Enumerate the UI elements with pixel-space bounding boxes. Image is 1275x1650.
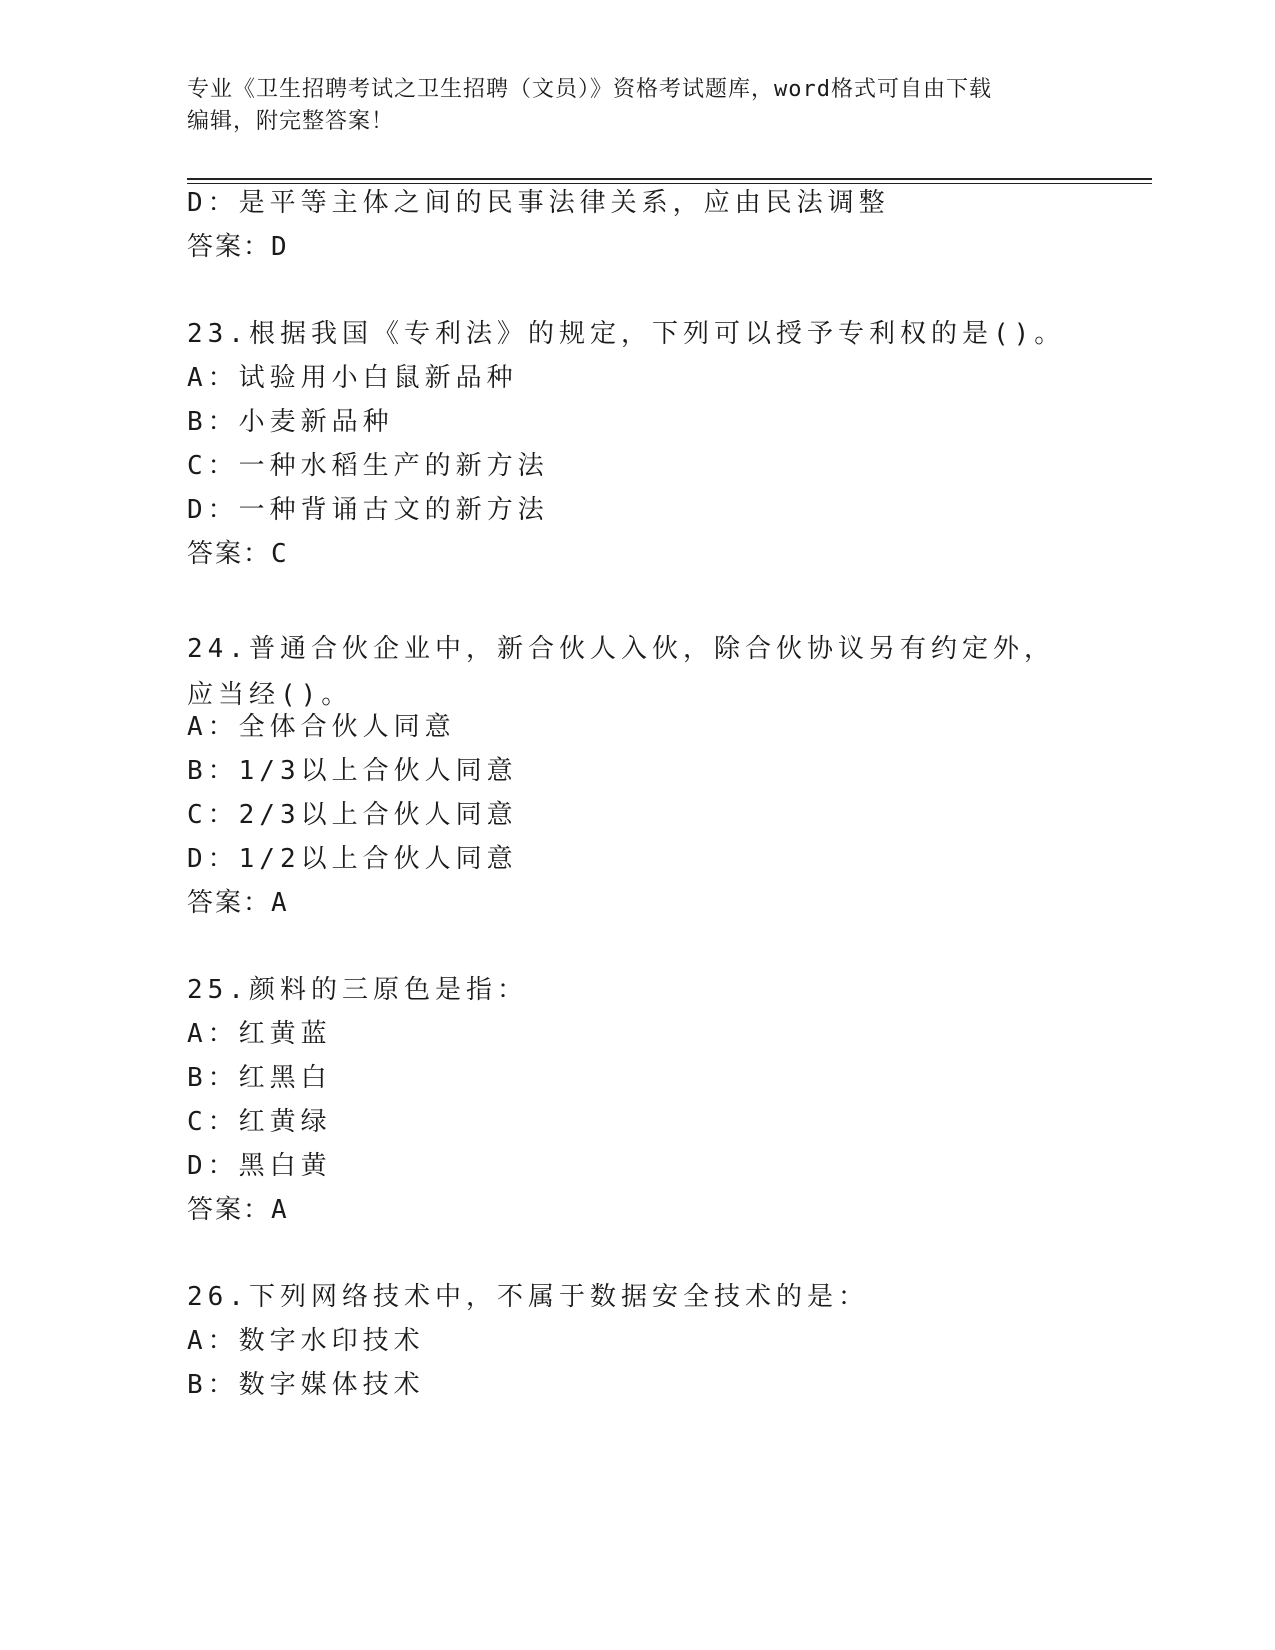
q25-option-d: D：黑白黄	[187, 1151, 332, 1181]
q26-option-a: A：数字水印技术	[187, 1326, 425, 1356]
q23-option-a: A：试验用小白鼠新品种	[187, 363, 518, 393]
q23-answer: 答案：C	[187, 539, 289, 569]
q23-option-d: D：一种背诵古文的新方法	[187, 495, 549, 525]
header-divider-thin	[187, 183, 1152, 184]
prev-option-d: D：是平等主体之间的民事法律关系，应由民法调整	[187, 188, 890, 218]
header-line-1: 专业《卫生招聘考试之卫生招聘（文员）》资格考试题库，word格式可自由下载	[187, 77, 992, 102]
q24-option-b: B：1/3以上合伙人同意	[187, 756, 518, 786]
q23-option-c: C：一种水稻生产的新方法	[187, 451, 549, 481]
q24-option-d: D：1/2以上合伙人同意	[187, 844, 518, 874]
q24-option-a: A：全体合伙人同意	[187, 712, 456, 742]
q25-option-a: A：红黄蓝	[187, 1019, 332, 1049]
document-header	[187, 74, 1087, 138]
prev-answer: 答案：D	[187, 232, 289, 262]
q25-option-c: C：红黄绿	[187, 1107, 332, 1137]
header-line-2: 编辑，附完整答案！	[187, 109, 395, 134]
q23-option-b: B：小麦新品种	[187, 407, 394, 437]
q24-stem: 24.普通合伙企业中，新合伙人入伙，除合伙协议另有约定外，应当经()。	[187, 634, 1055, 710]
header-divider-thick	[187, 178, 1152, 180]
q24-option-c: C：2/3以上合伙人同意	[187, 800, 518, 830]
q26-stem: 26.下列网络技术中，不属于数据安全技术的是：	[187, 1282, 869, 1312]
q26-option-b: B：数字媒体技术	[187, 1370, 425, 1400]
q25-option-b: B：红黑白	[187, 1063, 332, 1093]
q24-answer: 答案：A	[187, 888, 289, 918]
q25-stem: 25.颜料的三原色是指：	[187, 975, 528, 1005]
q23-stem: 23.根据我国《专利法》的规定，下列可以授予专利权的是()。	[187, 319, 1066, 349]
q25-answer: 答案：A	[187, 1195, 289, 1225]
